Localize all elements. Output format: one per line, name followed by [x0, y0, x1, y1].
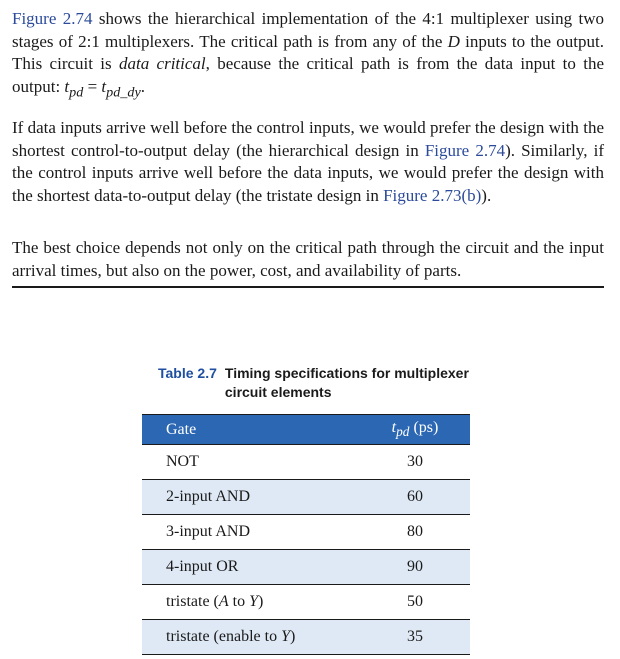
paragraph-text: , because the critical path is from the data input to the output: [12, 54, 604, 96]
gate-cell: 4-input OR [166, 558, 239, 575]
section-rule [12, 286, 604, 288]
paragraph-3: The best choice depends not only on the critical path through the circuit and the input arrival times, but also on the power, cost, and availability of parts. [12, 238, 604, 280]
table-caption [158, 364, 478, 402]
delay-cell: 90 [407, 558, 423, 575]
figure-link[interactable]: Figure 2.73(b) [383, 185, 482, 205]
paragraph-text: If data inputs arrive well before the control inputs, we would prefer the design with the shortest control-to-output delay (the hierarchical design in [12, 118, 604, 160]
timing-table [142, 414, 470, 655]
table-number: Table 2.7 [158, 365, 217, 381]
table-header [142, 414, 470, 445]
figure-link[interactable]: Figure 2.74 [424, 140, 506, 160]
header-delay: $t_{pd}$ (ps) [391, 418, 439, 440]
delay-equation: $t_{pd} = t_{pd\_dy}$. [64, 76, 145, 100]
data-critical-term: data critical [118, 54, 206, 73]
paragraph-text: ). Similarly, if the control inputs arrive well before the data inputs, we would prefer the design with the shortest data-to-output delay (the tristate design in [12, 140, 605, 205]
table-row [142, 515, 470, 550]
paragraph-text: ). [481, 185, 492, 205]
table-row [142, 445, 470, 480]
paragraph-text: inputs to the output. This circuit is [12, 31, 604, 73]
table-row [142, 620, 470, 655]
gate-cell: 3-input AND [166, 523, 250, 540]
paragraph-2 [12, 117, 604, 207]
gate-cell: NOT [166, 453, 199, 470]
table-row [142, 550, 470, 585]
paragraph-1 [12, 8, 604, 103]
delay-cell: 80 [407, 523, 423, 540]
gate-cell: tristate (enable to Y) [166, 628, 296, 645]
paragraph-text: shows the hierarchical implementation of the 4:1 multiplexer using two stages of 2:1 multiplexers. The critical path is from any of the [12, 9, 604, 51]
delay-cell: 60 [407, 488, 423, 505]
delay-cell: 50 [407, 593, 423, 610]
delay-cell: 30 [407, 453, 423, 470]
gate-cell: 2-input AND [166, 488, 250, 505]
gate-cell: tristate (A to Y) [166, 593, 264, 610]
d-symbol: D [447, 31, 460, 51]
table-row [142, 480, 470, 515]
header-gate: Gate [166, 420, 197, 438]
delay-cell: 35 [407, 628, 423, 645]
figure-link[interactable]: Figure 2.74 [12, 9, 93, 28]
table-title: Timing specifications for multiplexer circuit elements [224, 365, 469, 400]
table-row [142, 585, 470, 620]
